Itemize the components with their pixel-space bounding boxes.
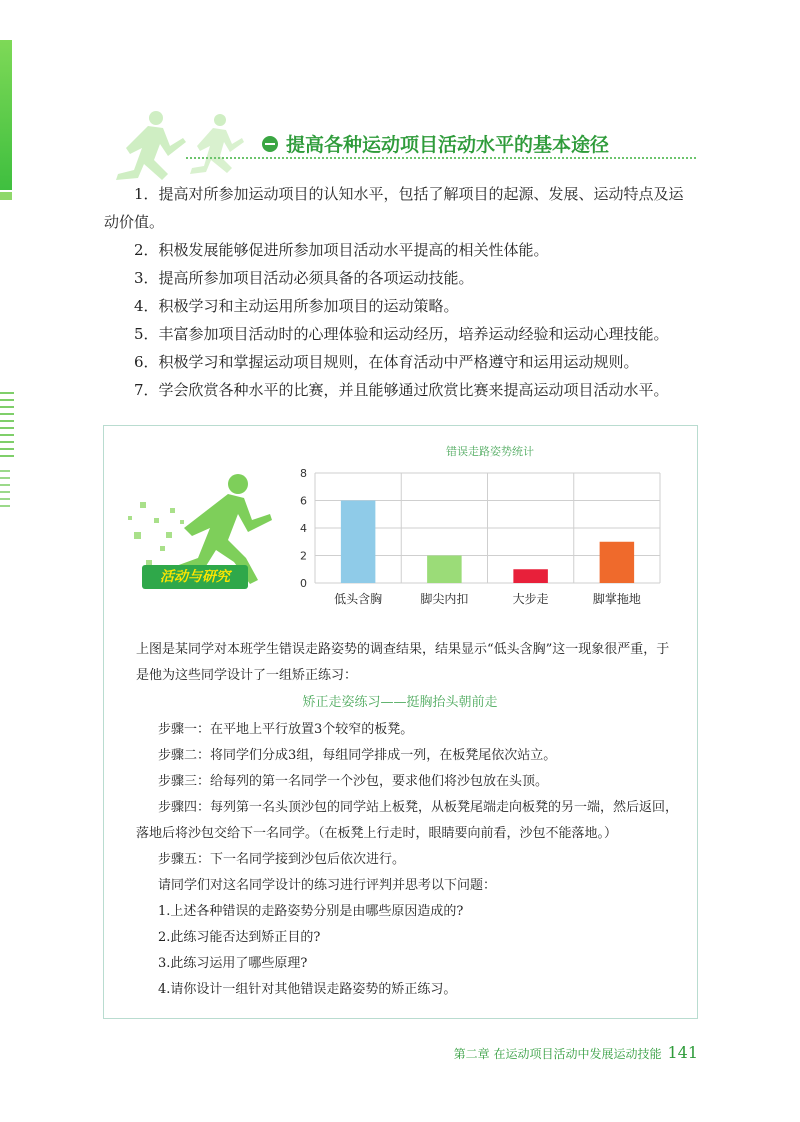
question-2: 2.此练习能否达到矫正目的? xyxy=(158,930,321,945)
bar-3 xyxy=(513,569,548,583)
bar-2 xyxy=(427,556,462,584)
heading-bullet-icon xyxy=(262,136,278,152)
section-items xyxy=(104,180,698,404)
y-tick-label: 2 xyxy=(300,549,307,563)
footer-chapter: 第二章 在运动项目活动中发展运动技能 xyxy=(453,1047,662,1061)
box-subtitle: 矫正走姿练习——挺胸抬头朝前走 xyxy=(302,695,498,710)
chart-y-ticks xyxy=(300,467,307,590)
section-item-2: 2．积极发展能够促进所参加项目活动水平提高的相关性体能。 xyxy=(134,241,549,259)
x-tick-label: 脚尖内扣 xyxy=(420,592,469,606)
heading-rule xyxy=(186,157,696,159)
y-tick-label: 6 xyxy=(300,494,307,508)
section-item-5: 5．丰富参加项目活动时的心理体验和运动经历，培养运动经验和运动心理技能。 xyxy=(134,325,669,343)
step-3: 步骤三：给每列的第一名同学一个沙包，要求他们将沙包放在头顶。 xyxy=(158,774,549,789)
section-item-7: 7．学会欣赏各种水平的比赛，并且能够通过欣赏比赛来提高运动项目活动水平。 xyxy=(134,381,669,399)
bar-1 xyxy=(341,501,376,584)
x-tick-label: 低头含胸 xyxy=(334,592,383,606)
chart-title: 错误走路姿势统计 xyxy=(446,445,534,458)
activity-badge: 活动与研究 xyxy=(142,565,248,589)
y-tick-label: 0 xyxy=(300,577,307,590)
step-4: 步骤四：每列第一名头顶沙包的同学站上板凳，从板凳尾端走向板凳的另一端，然后返回，落地后将沙包交给下一名同学。（在板凳上行走时，眼睛要向前看，沙包不能落地。） xyxy=(136,800,679,841)
bar-chart xyxy=(285,435,675,615)
step-2: 步骤二：将同学们分成3组，每组同学排成一列，在板凳尾依次站立。 xyxy=(158,748,557,763)
edge-bar-small xyxy=(0,192,12,200)
question-1: 1.上述各种错误的走路姿势分别是由哪些原因造成的? xyxy=(158,904,464,919)
edge-stripes-2 xyxy=(0,470,10,510)
y-tick-label: 4 xyxy=(300,522,307,535)
step-5: 步骤五：下一名同学接到沙包后依次进行。 xyxy=(158,852,406,867)
edge-stripes xyxy=(0,392,14,462)
x-tick-label: 脚掌拖地 xyxy=(592,592,641,606)
bar-4 xyxy=(600,542,635,583)
section-heading-text: 提高各种运动项目活动水平的基本途径 xyxy=(286,134,610,156)
page-number: 141 xyxy=(667,1043,698,1062)
section-item-3: 3．提高所参加项目活动必须具备的各项运动技能。 xyxy=(134,269,474,287)
question-4: 4.请你设计一组针对其他错误走路姿势的矫正练习。 xyxy=(158,982,457,997)
y-tick-label: 8 xyxy=(300,467,307,480)
question-3: 3.此练习运用了哪些原理? xyxy=(158,956,308,971)
section-item-6: 6．积极学习和掌握运动项目规则，在体育活动中严格遵守和运用运动规则。 xyxy=(134,353,639,371)
chart-x-ticks xyxy=(334,591,641,606)
step-1: 步骤一：在平地上平行放置3个较窄的板凳。 xyxy=(158,722,414,737)
edge-bar xyxy=(0,40,12,190)
box-intro: 上图是某同学对本班学生错误走路姿势的调查结果，结果显示“低头含胸”这一现象很严重，于是他为这些同学设计了一组矫正练习： xyxy=(136,642,670,683)
page-footer xyxy=(454,1043,698,1062)
section-item-1: 1．提高对所参加运动项目的认知水平，包括了解项目的起源、发展、运动特点及运动价值。 xyxy=(104,185,684,231)
x-tick-label: 大步走 xyxy=(512,592,549,606)
runners-icon xyxy=(108,108,248,188)
box-prompt: 请同学们对这名同学设计的练习进行评判并思考以下问题： xyxy=(158,878,497,893)
section-heading xyxy=(262,130,609,157)
section-item-4: 4．积极学习和主动运用所参加项目的运动策略。 xyxy=(134,297,459,315)
